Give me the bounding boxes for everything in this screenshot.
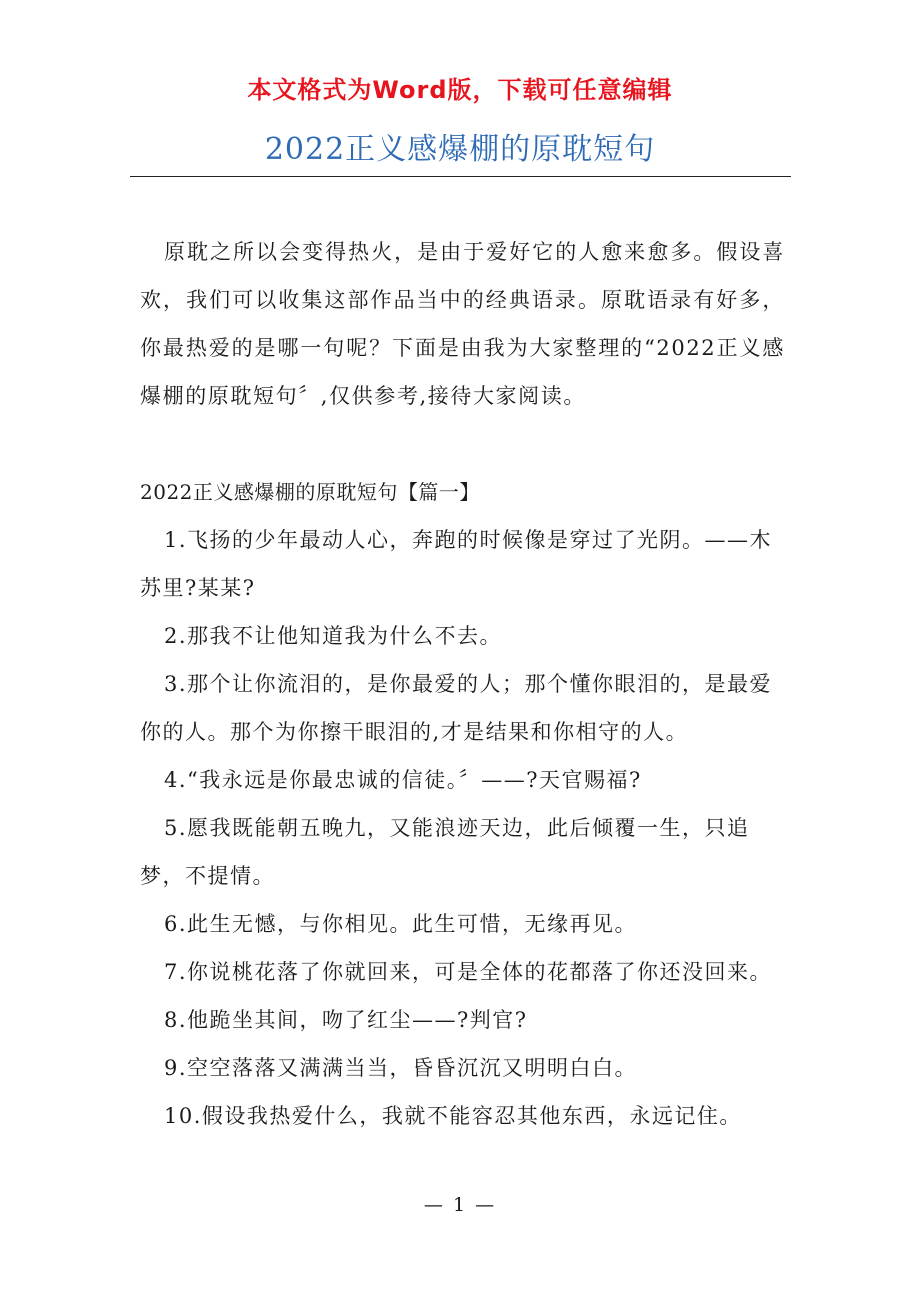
- page-number: — 1 —: [423, 1194, 497, 1216]
- quote-item: 2.那我不让他知道我为什么不去。: [164, 624, 503, 648]
- document-title: 2022正义感爆棚的原耽短句: [264, 132, 656, 167]
- quote-item: 8.他跪坐其间，吻了红尘——?判官?: [164, 1008, 528, 1032]
- document-body: [140, 228, 785, 1140]
- quote-item: 9.空空落落又满满当当，昏昏沉沉又明明白白。: [164, 1056, 638, 1080]
- quote-item: 3.那个让你流泪的，是你最爱的人；那个懂你眼泪的，是最爱你的人。那个为你擦干眼泪的,才是结果和你相守的人。: [140, 672, 773, 744]
- quote-item: 4.“我永远是你最忠诚的信徒。〞——?天官赐福?: [164, 768, 642, 792]
- quote-item: 7.你说桃花落了你就回来，可是全体的花都落了你还没回来。: [164, 960, 773, 984]
- section-heading: 2022正义感爆棚的原耽短句【篇一】: [140, 480, 480, 504]
- quote-list: [140, 516, 785, 1140]
- title-divider: [130, 176, 791, 177]
- quote-item: 1.飞扬的少年最动人心，奔跑的时候像是穿过了光阴。——木苏里?某某?: [140, 528, 773, 600]
- quote-item: 10.假设我热爱什么，我就不能容忍其他东西，永远记住。: [164, 1104, 742, 1128]
- format-banner: 本文格式为Word版，下载可任意编辑: [247, 76, 673, 104]
- quote-item: 5.愿我既能朝五晚九，又能浪迹天边，此后倾覆一生，只追梦，不提情。: [140, 816, 750, 888]
- intro-paragraph: 原耽之所以会变得热火，是由于爱好它的人愈来愈多。假设喜欢，我们可以收集这部作品当中的经典语录。原耽语录有好多，你最热爱的是哪一句呢？下面是由我为大家整理的“2022正义感爆棚的原耽短句〞,仅供参考,接待大家阅读。: [140, 240, 785, 408]
- quote-item: 6.此生无憾，与你相见。此生可惜，无缘再见。: [164, 912, 638, 936]
